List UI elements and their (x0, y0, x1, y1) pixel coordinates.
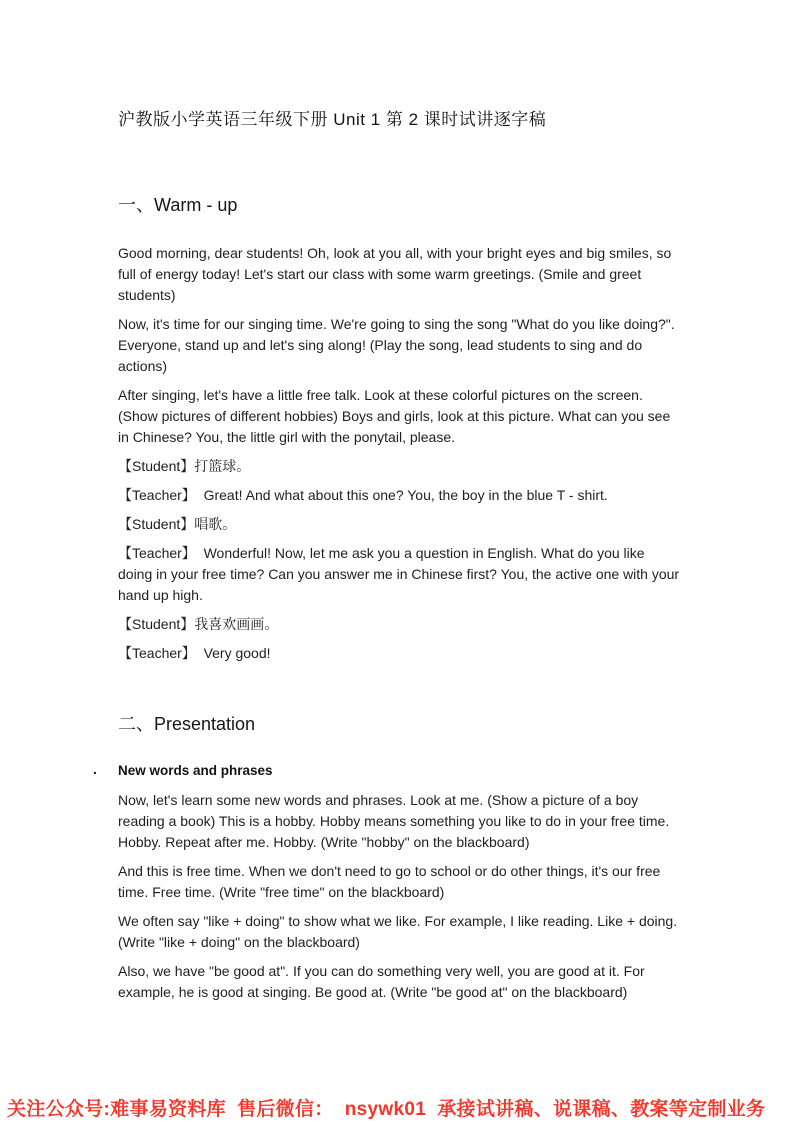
document-content (93, 0, 683, 1003)
dialogue-line-student-3: 【Student】我喜欢画画。 (118, 616, 279, 632)
subheading-new-words (93, 761, 680, 778)
section-heading-presentation: 二、Presentation (118, 714, 256, 734)
presentation-paragraph-freetime: And this is free time. When we don't need to go to school or do other things, it's our free time. Free time. (Write "free time" on the blackboard) (118, 863, 665, 900)
presentation-paragraph-like-doing: We often say "like + doing" to show what we like. For example, I like reading. Like + doing. (Write "like + doing" on the blackboard) (118, 913, 681, 950)
promo-footer: 关注公众号:难事易资料库 售后微信： nsywk01 承接试讲稿、说课稿、教案等定制业务 (7, 1099, 766, 1120)
subheading-new-words-label: New words and phrases (118, 763, 273, 778)
dialogue-line-teacher-3: 【Teacher】 Very good! (118, 645, 271, 661)
warmup-paragraph-greeting: Good morning, dear students! Oh, look at you all, with your bright eyes and big smiles, so full of energy today! Let's start our class with some warm greetings. (Smile and greet students) (118, 245, 676, 303)
list-bullet: . (93, 761, 97, 777)
presentation-paragraph-be-good-at: Also, we have "be good at". If you can do something very well, you are good at it. For example, he is good at singing. Be good at. (Write "be good at" on the blackboard) (118, 963, 649, 1000)
dialogue-line-teacher-1: 【Teacher】 Great! And what about this one? You, the boy in the blue T - shirt. (118, 487, 608, 503)
page-title: 沪教版小学英语三年级下册 Unit 1 第 2 课时试讲逐字稿 (118, 110, 547, 129)
dialogue-line-student-1: 【Student】打篮球。 (118, 458, 251, 474)
dialogue-line-student-2: 【Student】唱歌。 (118, 516, 237, 532)
section-heading-warmup: 一、Warm - up (118, 195, 238, 215)
dialogue-line-teacher-2: 【Teacher】 Wonderful! Now, let me ask you a question in English. What do you like doing in your free time? Can you answer me in Chinese first? You, the active one with your hand up high. (118, 545, 683, 603)
presentation-paragraph-hobby: Now, let's learn some new words and phrases. Look at me. (Show a picture of a boy reading a book) This is a hobby. Hobby means something you like to do in your free time. Hobby. Repeat after me. Hobby. (Write "hobby" on the blackboard) (118, 792, 674, 850)
warmup-paragraph-singing: Now, it's time for our singing time. We're going to sing the song "What do you like doing?". Everyone, stand up and let's sing along! (Play the song, lead students to sing and do actions) (118, 316, 679, 374)
warmup-paragraph-freetalk: After singing, let's have a little free talk. Look at these colorful pictures on the screen. (Show pictures of different hobbies) Boys and girls, look at this picture. What can you see in Chinese? You, the little girl with the ponytail, please. (118, 387, 675, 445)
